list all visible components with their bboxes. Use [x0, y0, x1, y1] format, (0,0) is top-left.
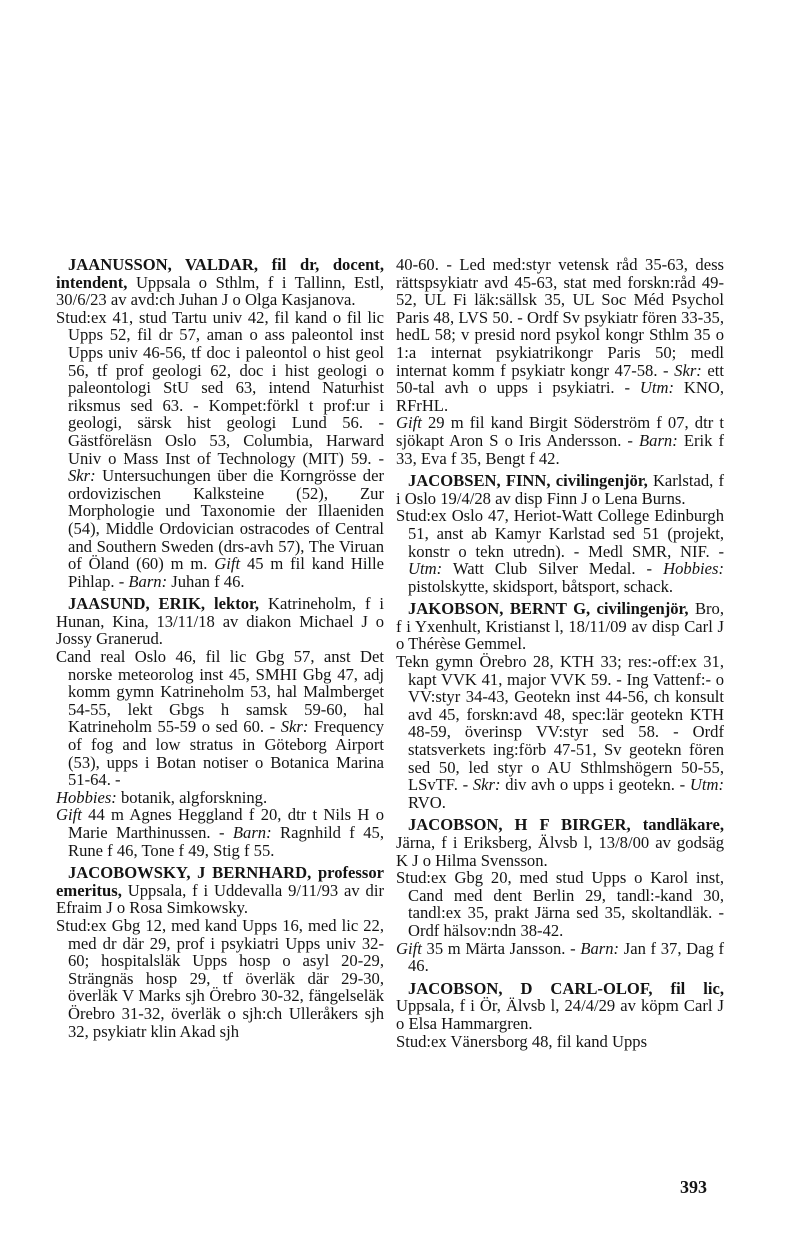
entry-family: Gift 44 m Agnes Heggland f 20, dtr t Nils H o Marie Marthinussen. - Barn: Ragnhild f 45, Rune f 46, Tone f 49, Stig f 55.: [56, 805, 384, 860]
entry-name: JACOBSEN, FINN,: [408, 471, 551, 491]
entry-career: Cand real Oslo 46, fil lic Gbg 57, anst Det norske meteorolog inst 45, SMHI Gbg 47, adj komm gymn Katrineholm 53, hal Malmberget 54-55, lekt Gbgs h samsk 59-60, hal Katrineholm 55-59 o sed 60. - Skr: Frequency of fog and low stratus in Göteborg Airport (53), upps i Botan notiser o Botanica Marina 51-64. -: [56, 647, 384, 790]
biography-entry-jakobson: [396, 600, 724, 811]
entry-title: civilingenjör,: [596, 599, 689, 619]
entry-head-text: Uppsala o Sthlm, f i Tallinn, Estl, 30/6/23 av avd:ch Juhan J o Olga Kasjanova.: [56, 272, 384, 310]
entry-head-text: Bro, f i Yxenhult, Kristianst l, 18/11/09 av disp Carl J o Thérèse Gemmel.: [396, 599, 724, 654]
biography-entry-jaanusson: [56, 256, 384, 590]
entry-title: tandläkare,: [642, 815, 724, 835]
barn-label: Barn:: [639, 430, 678, 450]
entry-head-text: Järna, f i Eriksberg, Älvsb l, 13/8/00 av godsäg K J o Hilma Svensson.: [396, 833, 724, 870]
page-number: 393: [680, 1177, 707, 1197]
entry-name: JACOBSON, D CARL-OLOF,: [408, 978, 653, 998]
gift-label: Gift: [396, 938, 422, 958]
biography-entry-jacobowsky-continued: [396, 256, 724, 467]
gift-label: Gift: [56, 805, 82, 825]
entry-head-text: Katrineholm, f i Hunan, Kina, 13/11/18 av diakon Michael J o Jossy Granerud.: [56, 594, 385, 649]
utm-label: Utm:: [408, 559, 443, 579]
entry-family: Gift 35 m Märta Jansson. - Barn: Jan f 37, Dag f 46.: [396, 938, 725, 976]
entry-career: Tekn gymn Örebro 28, KTH 33; res:-off:ex 31, kapt VVK 41, major VVK 59. - Ing Vattenf:- o VV:styr 34-43, Geotekn inst 44-56, ch konsult avd 45, forskn:avd 48, spec:lär geotekn KTH 48-59, överinsp VV:styr sed 58. - Ordf statsverkets ing:förb 47-51, Sv geotekn fören sed 50, led styr o AU Sthlmshögern 50-55, LSvTF. - Skr: div avh o upps i geotekn. - Utm: RVO.: [396, 652, 725, 812]
entry-title: lektor,: [214, 594, 260, 614]
entry-career: 40-60. - Led med:styr vetensk råd 35-63, dess rättspsykiatr avd 45-63, stat med forskn:råd 49-52, UL Fi läk:sällsk 35, UL Soc Méd Psychol Paris 48, LVS 50. - Ordf Sv psykiatr fören 33-35, hedL 58; v presid nord psykol kongr Sthlm 35 o 1:a internat psykiatrikongr Paris 50; medl internat komm f psykiatr kongr 47-58. - Skr: ett 50-tal avh o upps i psykiatri. - Utm: KNO, RFrHL.: [396, 255, 724, 415]
entry-name: JAASUND, ERIK,: [68, 594, 206, 614]
barn-label: Barn:: [128, 571, 168, 591]
hobbies-label: Hobbies:: [56, 787, 117, 807]
barn-label: Barn:: [580, 938, 620, 958]
skr-label: Skr:: [280, 717, 309, 737]
biography-entry-jacobson-birger: [396, 816, 724, 974]
entry-heading: [56, 256, 384, 309]
biography-entry-jacobsen: [396, 472, 724, 595]
gift-label: Gift: [214, 554, 241, 574]
entry-heading: [396, 600, 724, 653]
entry-title: civilingenjör,: [555, 471, 648, 491]
entry-head-text: Uppsala, f i Uddevalla 9/11/93 av dir Efraim J o Rosa Simkowsky.: [56, 880, 384, 918]
utm-label: Utm:: [639, 378, 674, 398]
entry-heading: [396, 980, 724, 1033]
entry-heading: [56, 864, 384, 917]
entry-title: fil dr, docent, intendent,: [56, 255, 384, 292]
entry-head-text: Karlstad, f i Oslo 19/4/28 av disp Finn J o Lena Burns.: [396, 471, 724, 508]
entry-name: JAKOBSON, BERNT G,: [408, 599, 591, 619]
skr-label: Skr:: [68, 466, 96, 486]
barn-label: Barn:: [232, 823, 272, 842]
entry-head-text: Uppsala, f i Ör, Älvsb l, 24/4/29 av köpm Carl J o Elsa Hammargren.: [396, 996, 724, 1033]
gift-label: Gift: [396, 413, 422, 433]
entry-heading: [396, 816, 724, 869]
left-column: [56, 256, 384, 1045]
entry-title: fil lic,: [670, 978, 724, 998]
utm-label: Utm:: [689, 775, 725, 795]
entry-family: Gift 29 m fil kand Birgit Söderström f 07, dtr t sjökapt Aron S o Iris Andersson. - Barn: Erik f 33, Eva f 35, Bengt f 42.: [396, 413, 724, 468]
entry-name: JAANUSSON, VALDAR,: [68, 255, 259, 274]
hobbies-label: Hobbies:: [663, 559, 724, 579]
skr-label: Skr:: [472, 775, 501, 795]
entry-career: Stud:ex Vänersborg 48, fil kand Upps: [396, 1031, 648, 1051]
skr-label: Skr:: [674, 360, 702, 380]
entry-name: JACOBOWSKY, J BERNHARD,: [68, 863, 312, 883]
entry-hobbies: Hobbies: botanik, algforskning.: [56, 787, 268, 807]
entry-career: Stud:ex Gbg 20, med stud Upps o Karol inst, Cand med dent Berlin 29, tandl:-kand 30, tandl:ex 35, prakt Järna sed 35, skoltandläk. - Ordf hälsov:ndn 38-42.: [396, 868, 724, 940]
biography-entry-jacobson-carl-olof: [396, 980, 724, 1050]
biography-entry-jacobowsky: [56, 864, 384, 1040]
entry-career: Stud:ex Oslo 47, Heriot-Watt College Edinburgh 51, anst ab Kamyr Karlstad sed 51 (projekt, konstr o tekn utredn). - Medl SMR, NIF. - Utm: Watt Club Silver Medal. - Hobbies: pistolskytte, skidsport, båtsport, schack.: [396, 506, 724, 596]
entry-name: JACOBSON, H F BIRGER,: [408, 815, 631, 835]
entry-heading: [56, 595, 384, 648]
right-column: [396, 256, 724, 1055]
entry-heading: [396, 472, 724, 507]
entry-title: professor emeritus,: [56, 863, 384, 900]
entry-career: Stud:ex 41, stud Tartu univ 42, fil kand o fil lic Upps 52, fil dr 57, aman o ass paleontol inst Upps univ 46-56, tf doc i paleontol o hist geol 56, tf prof geologi 62, doc i hist geologi o paleontologi StU sed 63, intend Naturhist riksmus sed 63. - Kompet:förkl t prof:ur i geologi, särsk hist geologi Lund 56. - Gästföreläsn Oslo 53, Columbia, Harward Univ o Mass Inst of Technology (MIT) 59. - Skr: Untersuchungen über die Korngrösse der ordovizischen Kalksteine (52), Zur Morphologie und Taxonomie der Illaeniden (54), Middle Ordovician ostracodes of Central and Southern Sweden (drs-avh 57), The Viruan of Öland (60) m m. Gift 45 m fil kand Hille Pihlap. - Barn: Juhan f 46.: [56, 307, 385, 591]
biography-entry-jaasund: [56, 595, 384, 859]
entry-career: Stud:ex Gbg 12, med kand Upps 16, med lic 22, med dr där 29, prof i psykiatri Upps univ 32-60; hospitalsläk Upps hosp o asyl 20-29, Strängnäs hosp 29, tf överläk där 29-30, överläk V Marks sjh Örebro 30-32, fängelseläk Örebro 31-32, överläk o sjh:ch Ulleråkers sjh 32, psykiatr klin Akad sjh: [56, 915, 384, 1041]
